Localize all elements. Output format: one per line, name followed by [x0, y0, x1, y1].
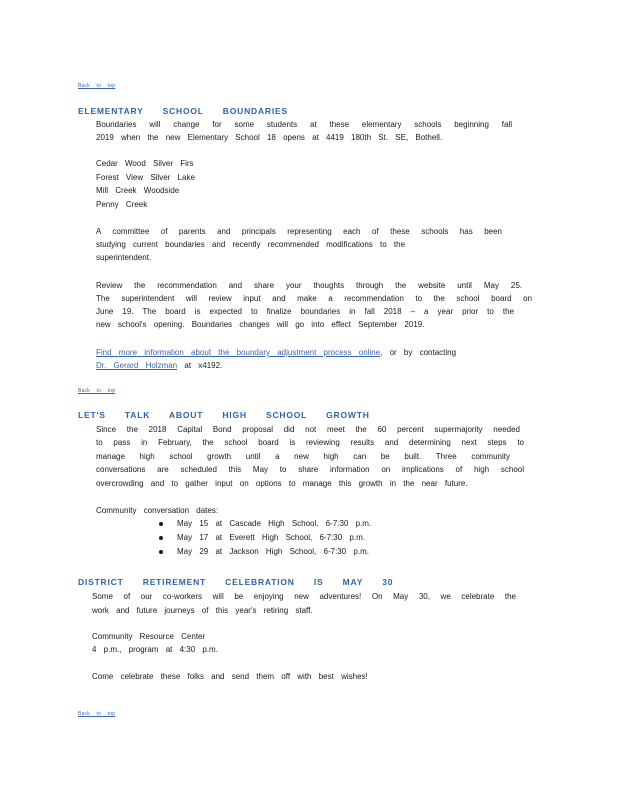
paragraph-line: Since the 2018 Capital Bond proposal did not meet the 60 percent supermajority needed: [96, 425, 520, 434]
date-entry: May 17 at Everett High School, 6-7:30 p.m.: [177, 533, 365, 542]
back-to-top-link[interactable]: Back to top: [78, 388, 116, 394]
school-list-line: Mill Creek Woodside: [96, 186, 180, 195]
paragraph-line: June 19. The board is expected to finalize boundaries in fall 2018 – a year prior to the: [96, 307, 514, 316]
boundary-info-link[interactable]: Find more information about the boundary adjustment process online: [96, 348, 381, 357]
section-heading-high-school-growth: LET'S TALK ABOUT HIGH SCHOOL GROWTH: [78, 410, 370, 420]
section-heading-retirement-celebration: DISTRICT RETIREMENT CELEBRATION IS MAY 30: [78, 577, 394, 587]
paragraph-line: 2019 when the new Elementary School 18 opens at 4419 180th St. SE, Bothell.: [96, 133, 443, 142]
back-to-top-link[interactable]: Back to top: [78, 711, 116, 717]
back-to-top-link[interactable]: Back to top: [78, 83, 116, 89]
paragraph-line: manage high school growth until a new high can be built. Three community: [96, 452, 510, 461]
list-item: [159, 517, 371, 530]
paragraph-line: to pass in February, the school board is reviewing results and determining next steps to: [96, 438, 524, 447]
contact-extension: at x4192.: [177, 361, 223, 370]
paragraph-line: Review the recommendation and share your thoughts through the website until May 25.: [96, 281, 522, 290]
paragraph-line: superintendent.: [96, 253, 152, 262]
paragraph-line: overcrowding and to gather input on options to manage this growth in the near future.: [96, 479, 468, 488]
paragraph-line: studying current boundaries and recently recommended modifications to the: [96, 240, 406, 249]
location-line: Community Resource Center: [92, 632, 206, 641]
paragraph-line: new school's opening. Boundaries changes will go into effect September 2019.: [96, 320, 425, 329]
bullet-icon: [159, 522, 163, 526]
school-list-line: Forest View Silver Lake: [96, 173, 195, 182]
paragraph-line: The superintendent will review input and make a recommendation to the school board on: [96, 294, 532, 303]
location-line: 4 p.m., program at 4:30 p.m.: [92, 645, 218, 654]
paragraph-line: work and future journeys of this year's retiring staff.: [92, 606, 313, 615]
bullet-icon: [159, 550, 163, 554]
paragraph-line: Boundaries will change for some students at these elementary schools beginning fall: [96, 120, 512, 129]
paragraph-line: A committee of parents and principals representing each of these schools has been: [96, 227, 502, 236]
dates-label: Community conversation dates:: [96, 506, 219, 515]
paragraph-line: conversations are scheduled this May to share information on implications of high school: [96, 465, 524, 474]
paragraph-line: Some of our co-workers will be enjoying new adventures! On May 30, we celebrate the: [92, 592, 516, 601]
closing-line: Come celebrate these folks and send them off with best wishes!: [92, 672, 368, 681]
section-heading-elementary-boundaries: ELEMENTARY SCHOOL BOUNDARIES: [78, 106, 288, 116]
school-list-line: Cedar Wood Silver Firs: [96, 159, 194, 168]
list-item: [159, 531, 365, 544]
list-item: [159, 545, 369, 558]
contact-holzman-link[interactable]: Dr. Gerard Holzman: [96, 361, 178, 370]
date-entry: May 15 at Cascade High School, 6-7:30 p.m.: [177, 519, 372, 528]
school-list-line: Penny Creek: [96, 200, 148, 209]
bullet-icon: [159, 536, 163, 540]
contact-text: , or by contacting: [380, 348, 457, 357]
date-entry: May 29 at Jackson High School, 6-7:30 p.m.: [177, 547, 369, 556]
